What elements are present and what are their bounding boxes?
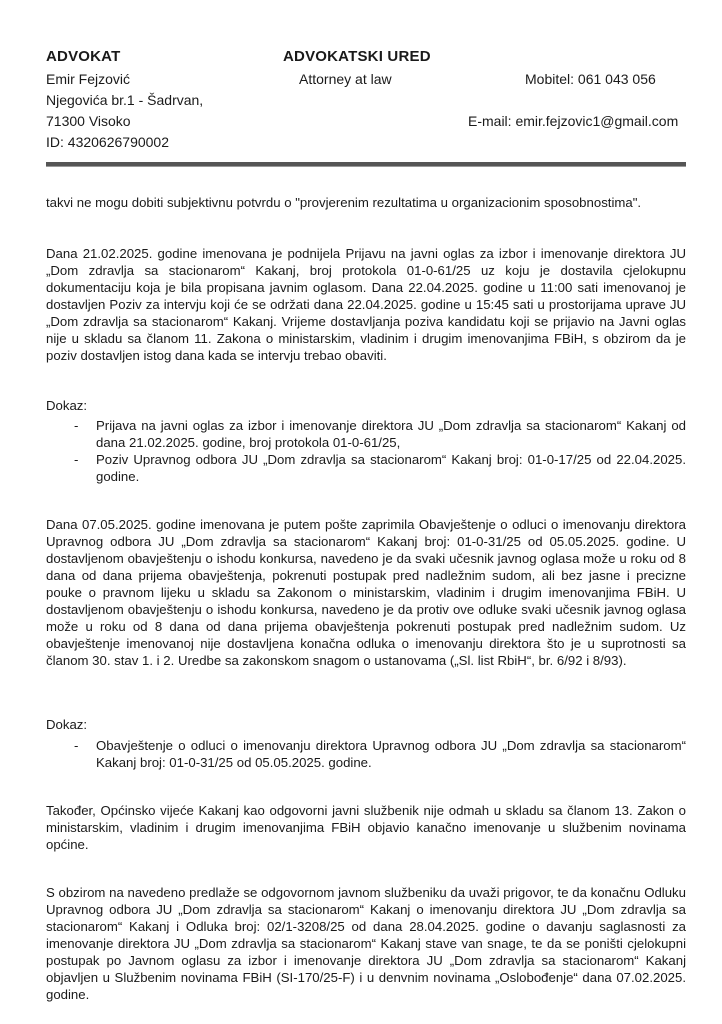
evidence-item: - Prijava na javni oglas za izbor i imenovanje direktora JU „Dom zdravlja sa stacionarom“ Kakanj od dana 21.02.2025. godine, broj protokola 01-0-61/25, bbox=[46, 417, 686, 451]
paragraph-3: Također, Općinsko vijeće Kakanj kao odgovorni javni službenik nije odmah u skladu sa članom 13. Zakon o ministarskim, vladinim i drugim imenovanjima FBiH objavio kanačno imenovanje u službenim novinama općine. bbox=[46, 803, 686, 852]
address-line-1: Njegovića br.1 - Šadrvan, bbox=[46, 92, 204, 108]
paragraph-1: Dana 21.02.2025. godine imenovana je podnijela Prijavu na javni oglas za izbor i imenovanje direktora JU „Dom zdravlja sa stacionarom“ Kakanj, broj protokola 01-0-61/25 uz koju je dostavila cjelokupnu dokumentaciju koja je bila propisana javnim oglasom. Dana 22.04.2025. godine u 11:00 sati imenovanoj je dostavljen Poziv za intervju koji će se održati dana 22.04.2025. godine u 15:45 sati u prostorijama uprave JU „Dom zdravlja sa stacionarom“ Kakanj. Vrijeme dostavljanja poziva kandidatu koji se prijavio na Javni oglas nije u skladu sa članom 11. Zakona o ministarskim, vladinim i drugim imenovanjima FBiH, s obzirom da je poziv dostavljen istog dana kada se intervju trebao obaviti. bbox=[46, 246, 686, 363]
lawyer-name: Emir Fejzović bbox=[46, 71, 131, 87]
paragraph-2: Dana 07.05.2025. godine imenovana je putem pošte zaprimila Obavještenje o odluci o imenovanju direktora Upravnog odbora JU „Dom zdravlja sa stacionarom“ Kakanj broj: 01-0-31/25 od 05.05.2025. godine. U dostavljenom obavještenju o ishodu konkursa, navedeno je da svaki učesnik javnog oglasa može u roku od 8 dana od dana prijema obavještenja, pokrenuti postupak pred nadležnim sudom, ali bez jasne i precizne pouke o pravnom lijeku u skladu sa Zakonom o ministarskim, vladinim i drugim imenovanjima FBiH. U dostavljenom obavještenju o ishodu konkursa, navedeno je da protiv ove odluke svaki učesnik javnog oglasa može u roku od 8 dana od dana prijema obavještenja pokrenuti postupak pred nadležnim sudom. Uz obavještenje imenovanoj nije dostavljena konačna odluka o imenovanju direktora što je u suprotnosti sa članom 30. stav 1. i 2. Uredbe sa zakonskom snagom o ustanovama („Sl. list RbiH“, br. 6/92 i 8/93). bbox=[46, 517, 686, 668]
header-divider bbox=[46, 162, 686, 167]
lawyer-id: ID: 4320626790002 bbox=[46, 134, 169, 150]
office-subtitle: Attorney at law bbox=[299, 71, 392, 87]
evidence-label-1: Dokaz: bbox=[46, 398, 88, 413]
email-address: E-mail: emir.fejzovic1@gmail.com bbox=[468, 113, 679, 129]
address-line-2: 71300 Visoko bbox=[46, 113, 131, 129]
paragraph-4: S obzirom na navedeno predlaže se odgovornom javnom službeniku da uvaži prigovor, te da konačnu Odluku Upravnog odbora JU „Dom zdravlja sa stacionarom“ Kakanj o imenovanju direktora JU „Dom zdravlja sa stacionarom“ Kakanj i Odluka broj: 02/1-3208/25 od dana 28.04.2025. godine o davanju saglasnosti za imenovanje direktora JU „Dom zdravlja sa stacionarom“ Kakanj stave van snage, te da se poništi cjelokupni postupak po Javnom oglasu za izbor i imenovanje direktora JU „Dom zdravlja sa stacionarom“ Kakanj objavljen u Službenim novinama FBiH (SI-170/25-F) i u denvnim novinama „Oslobođenje“ dana 07.02.2025. godine. bbox=[46, 885, 686, 1002]
lawyer-title: ADVOKAT bbox=[46, 48, 121, 65]
evidence-label-2: Dokaz: bbox=[46, 717, 88, 732]
evidence-item: - Poziv Upravnog odbora JU „Dom zdravlja sa stacionarom“ Kakanj broj: 01-0-17/25 od 22.04.2025. godine. bbox=[46, 451, 686, 485]
evidence-list-1 bbox=[46, 417, 686, 485]
evidence-item: - Obavještenje o odluci o imenovanju direktora Upravnog odbora JU „Dom zdravlja sa stacionarom“ Kakanj broj: 01-0-31/25 od 05.05.2025. godine. bbox=[46, 737, 686, 771]
office-title: ADVOKATSKI URED bbox=[283, 48, 431, 65]
phone-number: Mobitel: 061 043 056 bbox=[525, 71, 656, 87]
paragraph-0: takvi ne mogu dobiti subjektivnu potvrdu o "provjerenim rezultatima u organizacionim sposobnostima". bbox=[46, 195, 642, 210]
evidence-list-2 bbox=[46, 737, 686, 771]
